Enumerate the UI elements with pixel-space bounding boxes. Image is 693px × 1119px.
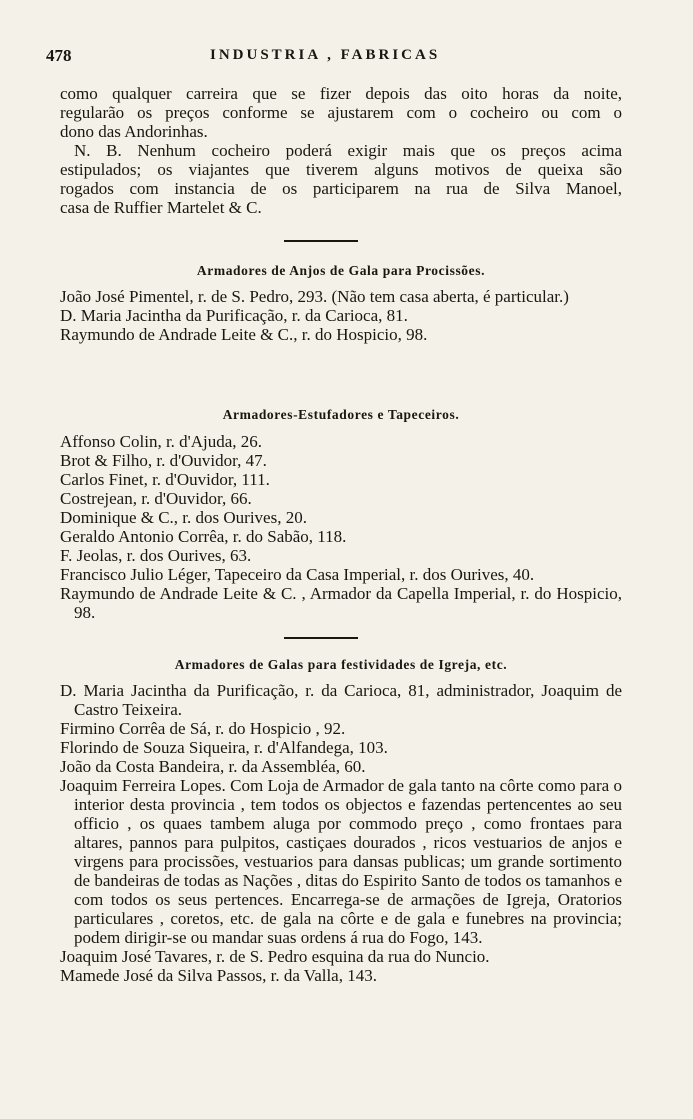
intro-line: dono das Andorinhas. (60, 122, 208, 141)
running-title: INDUSTRIA , FABRICAS (210, 47, 441, 63)
directory-entry: Dominique & C., r. dos Ourives, 20. (60, 508, 307, 527)
directory-entry: Mamede José da Silva Passos, r. da Valla, 143. (60, 966, 377, 985)
directory-entry: Brot & Filho, r. d'Ouvidor, 47. (60, 451, 267, 470)
directory-entry: João da Costa Bandeira, r. da Assembléa, 60. (60, 757, 366, 776)
directory-entry: Francisco Julio Léger, Tapeceiro da Casa Imperial, r. dos Ourives, 40. (60, 565, 535, 584)
note-line: casa de Ruffier Martelet & C. (60, 198, 262, 217)
directory-entry: Costrejean, r. d'Ouvidor, 66. (60, 489, 252, 508)
note-line: N. B. Nenhum cocheiro poderá exigir mais que os preços acima (74, 141, 622, 160)
section-heading: Armadores-Estufadores e Tapeceiros. (222, 407, 460, 422)
section-heading: Armadores de Anjos de Gala para Procissões. (196, 263, 486, 278)
intro-line: como qualquer carreira que se fizer depois das oito horas da noite, (60, 84, 622, 103)
directory-entry: Joaquim Ferreira Lopes. Com Loja de Armador de gala tanto na côrte como para o interior desta provincia , tem todos os objectos e fazendas pertencentes ao seu officio , os quaes tambem aluga por commodo preço , como frontaes para altares, pannos para pulpitos, castiçaes dourados , ricos vestuarios de anjos e virgens para procissões, vestuarios para dansas publicas; um grande sortimento de bandeiras de todas as Nações , ditas do Espirito Santo de todos os tamanhos e com todos os seus pertences. Encarrega-se de armações de Igreja, Oratorios particulares , coretos, etc. de gala na côrte e de gala e funebres na provincia; podem dirigir-se ou mandar suas ordens á rua do Fogo, 143. (60, 776, 622, 947)
directory-entry: Firmino Corrêa de Sá, r. do Hospicio , 92. (60, 719, 346, 738)
directory-entry: Geraldo Antonio Corrêa, r. do Sabão, 118. (60, 527, 347, 546)
section-entries (60, 287, 622, 344)
directory-entry: Florindo de Souza Siqueira, r. d'Alfandega, 103. (60, 738, 388, 757)
directory-entry: Carlos Finet, r. d'Ouvidor, 111. (60, 470, 270, 489)
note-line: rogados com instancia de os participarem na rua de Silva Manoel, (60, 179, 622, 198)
section-divider (284, 240, 358, 242)
directory-entry: D. Maria Jacintha da Purificação, r. da Carioca, 81. (60, 306, 408, 325)
directory-entry: Joaquim José Tavares, r. de S. Pedro esquina da rua do Nuncio. (60, 947, 490, 966)
directory-entry: D. Maria Jacintha da Purificação, r. da Carioca, 81, administrador, Joaquim de Castro Teixeira. (60, 681, 622, 719)
page-number: 478 (46, 46, 72, 65)
directory-entry: F. Jeolas, r. dos Ourives, 63. (60, 546, 252, 565)
directory-entry: João José Pimentel, r. de S. Pedro, 293. (Não tem casa aberta, é particular.) (60, 287, 569, 306)
section-heading: Armadores de Galas para festividades de Igreja, etc. (174, 657, 508, 672)
note-line: estipulados; os viajantes que tiverem alguns motivos de queixa são (60, 160, 622, 179)
directory-entry: Affonso Colin, r. d'Ajuda, 26. (60, 432, 263, 451)
section-entries (60, 432, 622, 622)
directory-entry: Raymundo de Andrade Leite & C., r. do Hospicio, 98. (60, 325, 428, 344)
intro-line: regularão os preços conforme se ajustarem com o cocheiro ou com o (60, 103, 622, 122)
section-entries (60, 681, 622, 985)
page-header (46, 46, 620, 72)
directory-entry: Raymundo de Andrade Leite & C. , Armador da Capella Imperial, r. do Hospicio, 98. (60, 584, 622, 622)
intro-paragraph (60, 84, 622, 217)
section-divider (284, 637, 358, 639)
